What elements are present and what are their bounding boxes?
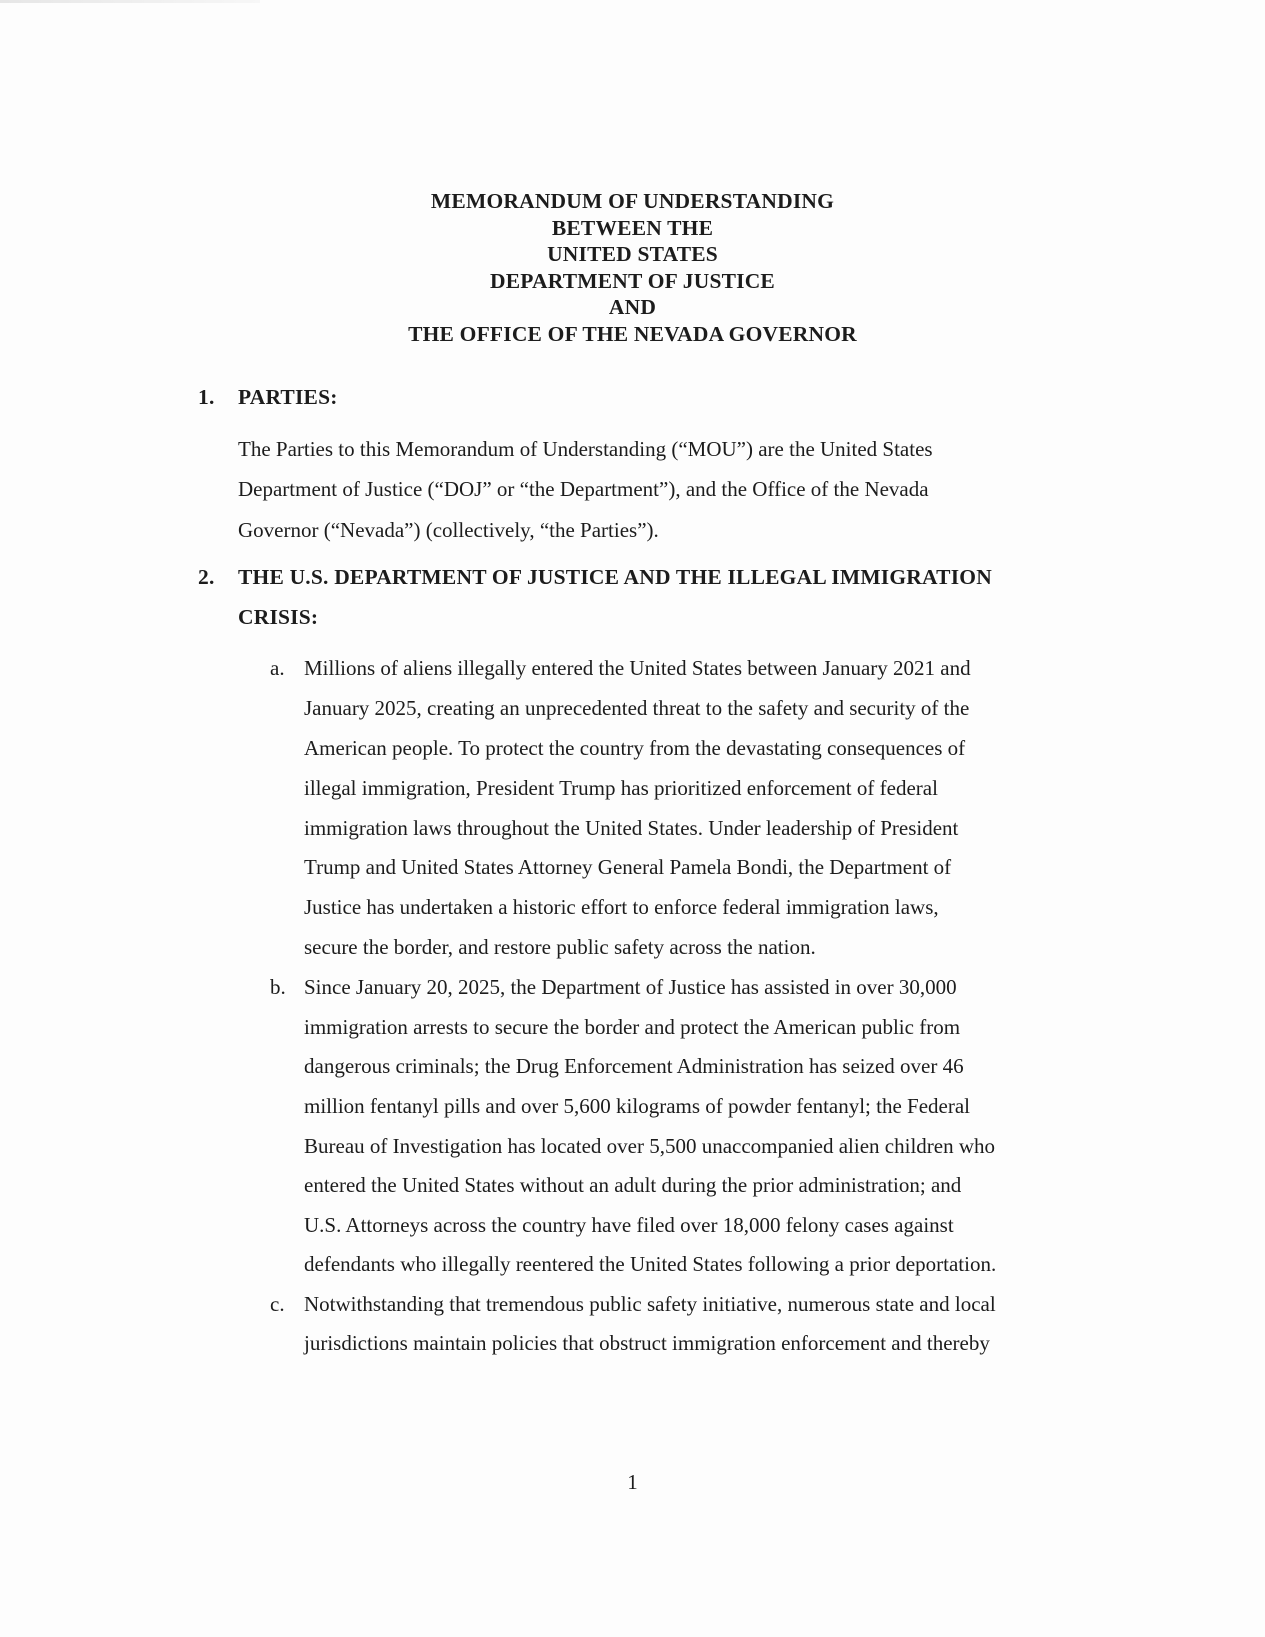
document-title [0,188,1265,347]
paragraph-line: immigration laws throughout the United States. Under leadership of President [304,816,959,840]
paragraph-line: Justice has undertaken a historic effort to enforce federal immigration laws, [304,895,939,919]
section-title: CRISIS: [238,605,319,629]
paragraph-line: jurisdictions maintain policies that obstruct immigration enforcement and thereby [304,1331,990,1355]
title-line: UNITED STATES [547,242,718,266]
page-number: 1 [627,1470,638,1494]
paragraph-line: Department of Justice (“DOJ” or “the Department”), and the Office of the Nevada [238,477,929,501]
section-number: 1. [198,385,215,409]
paragraph-line: Notwithstanding that tremendous public safety initiative, numerous state and local [304,1292,996,1316]
paragraph-line: U.S. Attorneys across the country have filed over 18,000 felony cases against [304,1213,954,1237]
title-line: MEMORANDUM OF UNDERSTANDING [430,189,835,213]
paragraph-line: Trump and United States Attorney General Pamela Bondi, the Department of [304,855,952,879]
paragraph-line: Since January 20, 2025, the Department of Justice has assisted in over 30,000 [304,975,957,999]
section-title: THE U.S. DEPARTMENT OF JUSTICE AND THE ILLEGAL IMMIGRATION [238,565,992,589]
title-line: DEPARTMENT OF JUSTICE [490,268,775,293]
section-number: 2. [198,565,215,589]
paragraph-line: Governor (“Nevada”) (collectively, “the Parties”). [238,518,659,542]
list-marker: b. [270,975,286,999]
list-marker: a. [270,656,285,680]
paragraph-line: dangerous criminals; the Drug Enforcement Administration has seized over 46 [304,1054,964,1078]
paragraph-line: defendants who illegally reentered the United States following a prior deportation. [304,1252,997,1276]
paragraph-line: Bureau of Investigation has located over 5,500 unaccompanied alien children who [304,1134,996,1158]
title-line: AND [608,295,657,319]
paragraph-line: secure the border, and restore public safety across the nation. [304,935,816,959]
paragraph-line: million fentanyl pills and over 5,600 kilograms of powder fentanyl; the Federal [304,1094,971,1118]
paragraph-line: entered the United States without an adult during the prior administration; and [304,1173,962,1197]
list-marker: c. [270,1292,285,1316]
paragraph-line: The Parties to this Memorandum of Understanding (“MOU”) are the United States [238,437,933,461]
scan-artifact [0,0,260,3]
paragraph-line: illegal immigration, President Trump has prioritized enforcement of federal [304,776,938,800]
paragraph-line: Millions of aliens illegally entered the United States between January 2021 and [304,656,971,680]
paragraph-line: immigration arrests to secure the border and protect the American public from [304,1015,961,1039]
title-line: BETWEEN THE [551,215,714,240]
title-line: THE OFFICE OF THE NEVADA GOVERNOR [408,321,857,346]
section-title: PARTIES: [238,385,338,409]
paragraph-line: American people. To protect the country from the devastating consequences of [304,736,966,760]
paragraph-line: January 2025, creating an unprecedented threat to the safety and security of the [304,696,970,720]
